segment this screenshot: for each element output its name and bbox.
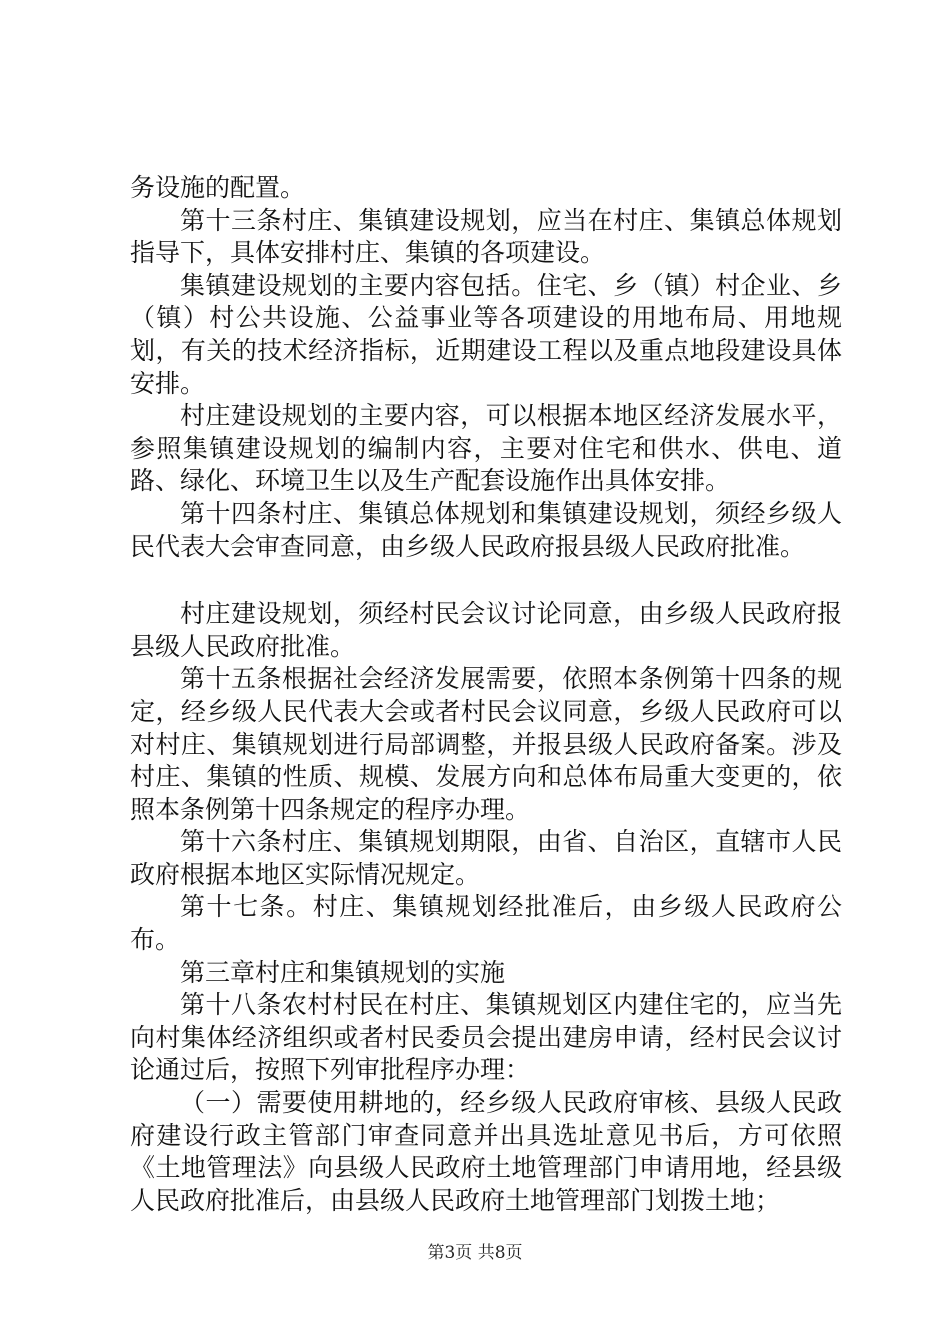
page-footer — [0, 1242, 950, 1264]
paragraph: 第十六条村庄、集镇规划期限，由省、自治区，直辖市人民政府根据本地区实际情况规定。 — [130, 827, 842, 889]
chapter-heading: 第三章村庄和集镇规划的实施 — [180, 957, 506, 987]
paragraph: 村庄建设规划，须经村民会议讨论同意，由乡级人民政府报县级人民政府批准。 — [130, 599, 842, 661]
paragraph: 第十三条村庄、集镇建设规划，应当在村庄、集镇总体规划指导下，具体安排村庄、集镇的各项建设。 — [130, 205, 842, 268]
paragraph: 第十八条农村村民在村庄、集镇规划区内建住宅的，应当先向村集体经济组织或者村民委员会提出建房申请，经村民会议讨论通过后，按照下列审批程序办理： — [130, 990, 842, 1085]
paragraph: 村庄建设规划的主要内容，可以根据本地区经济发展水平，参照集镇建设规划的编制内容，主要对住宅和供水、供电、道路、绿化、环境卫生以及生产配套设施作出具体安排。 — [130, 401, 842, 496]
document-body — [130, 172, 842, 1217]
page-number-label: 第3页 共8页 — [427, 1243, 523, 1263]
paragraph: （一）需要使用耕地的，经乡级人民政府审核、县级人民政府建设行政主管部门审查同意并出具选址意见书后，方可依照《土地管理法》向县级人民政府土地管理部门申请用地，经县级人民政府批准后，由县级人民政府土地管理部门划拨土地； — [130, 1088, 842, 1215]
paragraph: 第十七条。村庄、集镇规划经批准后，由乡级人民政府公布。 — [130, 892, 842, 955]
paragraph: 务设施的配置。 — [130, 173, 306, 202]
paragraph: 第十四条村庄、集镇总体规划和集镇建设规划，须经乡级人民代表大会审查同意，由乡级人民政府报县级人民政府批准。 — [130, 498, 842, 561]
paragraph: 第十五条根据社会经济发展需要，依照本条例第十四条的规定，经乡级人民代表大会或者村民会议同意，乡级人民政府可以对村庄、集镇规划进行局部调整，并报县级人民政府备案。涉及村庄、集镇的性质、规模、发展方向和总体布局重大变更的，依照本条例第十四条规定的程序办理。 — [130, 664, 842, 824]
paragraph: 集镇建设规划的主要内容包括。住宅、乡（镇）村企业、乡（镇）村公共设施、公益事业等各项建设的用地布局、用地规划，有关的技术经济指标，近期建设工程以及重点地段建设具体安排。 — [130, 270, 842, 398]
